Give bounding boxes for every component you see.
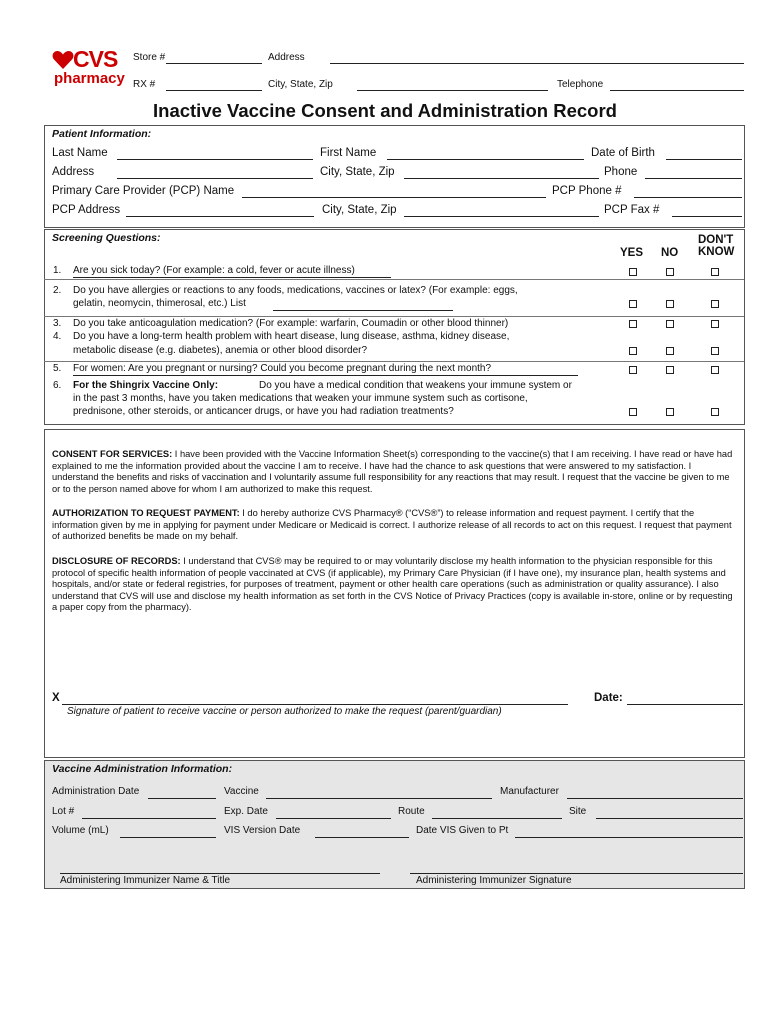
consent-services-text: I have been provided with the Vaccine Information Sheet(s) corresponding to the vaccine(s) that I am receiving. I have read or have had explained to me the information provided about the vaccine I am to receive. I have had the chance to ask questions that were answered to my satisfaction. I understand the benefits and risks of vaccination and I voluntarily assume full responsibility for any reactions that may result. I request that the vaccine be given to me or to the person named above for whom I am authorized to make this request.: [52, 449, 733, 494]
q3-text: Do you take anticoagulation medication? (For example: warfarin, Coumadin or other blood thinner): [73, 318, 509, 329]
q6-no-checkbox[interactable]: [666, 408, 674, 416]
q1-no-checkbox[interactable]: [666, 268, 674, 276]
divider: [44, 361, 744, 362]
pcp-city-field[interactable]: [404, 216, 599, 217]
q6-text-line3: prednisone, other steroids, or anticancer drugs, or have you had radiation treatments?: [73, 406, 454, 417]
auth-head: AUTHORIZATION TO REQUEST PAYMENT:: [52, 508, 240, 518]
screening-section-title: Screening Questions:: [52, 232, 161, 244]
immunizer-signature-field[interactable]: [410, 873, 743, 874]
col-yes: YES: [620, 247, 644, 259]
consent-disclosure: [52, 556, 737, 614]
store-field[interactable]: [166, 63, 262, 64]
q2-yes-checkbox[interactable]: [629, 300, 637, 308]
manufacturer-label: Manufacturer: [500, 786, 559, 797]
pcp-name-label: Primary Care Provider (PCP) Name: [52, 185, 235, 197]
pcp-phone-label: PCP Phone #: [552, 185, 622, 197]
q4-text-line2: metabolic disease (e.g. diabetes), anemia or other blood disorder?: [73, 345, 368, 356]
exp-date-field[interactable]: [276, 818, 391, 819]
q1-dontknow-checkbox[interactable]: [711, 268, 719, 276]
consent-authorization: [52, 508, 737, 543]
q4-no-checkbox[interactable]: [666, 347, 674, 355]
col-no: NO: [661, 247, 679, 259]
last-name-field[interactable]: [117, 159, 313, 160]
q4-number: 4.: [53, 331, 62, 342]
divider: [44, 316, 744, 317]
auth-text: I do hereby authorize CVS Pharmacy® (“CVS®”) to release information and request payment. I certify that the information given by me in applying for payment under Medicare or Medicaid is correct. I authorize release of all records to act on this request. I request that payment of authorized benefits be made on my behalf.: [52, 508, 732, 542]
q2-number: 2.: [53, 285, 62, 296]
route-label: Route: [398, 806, 425, 817]
heart-icon: [52, 50, 74, 70]
q2-text-line1: Do you have allergies or reactions to any foods, medications, vaccines or latex? (For example: eggs,: [73, 285, 518, 296]
patient-section-title: Patient Information:: [52, 128, 152, 140]
store-city-field[interactable]: [357, 90, 548, 91]
admin-section-title: Vaccine Administration Information:: [52, 763, 233, 775]
pcp-city-label: City, State, Zip: [322, 204, 397, 216]
immunizer-name-field[interactable]: [60, 873, 380, 874]
consent-date-field[interactable]: [627, 704, 743, 705]
q2-no-checkbox[interactable]: [666, 300, 674, 308]
site-field[interactable]: [596, 818, 743, 819]
rx-label: RX #: [133, 79, 156, 90]
vis-version-label: VIS Version Date: [224, 825, 301, 836]
disclosure-text: I understand that CVS® may be required to or may voluntarily disclose my health information to the physician responsible for this protocol of specific health information of people vaccinated at CVS (if applicable), my Primary Care Physician (if I have one), my insurance plan, health systems and hospitals, and/or state or federal registries, for purposes of treatment, payment or other health care operations (such as administration or quality assurance). I also understand that CVS will use and disclose my health information as set forth in the CVS Notice of Privacy Practices (copy is available in-store, online or by requesting a paper copy from the pharmacy).: [52, 556, 733, 613]
phone-field[interactable]: [645, 178, 742, 179]
divider: [44, 279, 744, 280]
lot-label: Lot #: [52, 806, 75, 817]
q1-text: Are you sick today? (For example: a cold, fever or acute illness): [73, 265, 355, 276]
pcp-fax-label: PCP Fax #: [604, 204, 660, 216]
immunizer-signature-label: Administering Immunizer Signature: [416, 875, 572, 886]
q1-underline: [73, 277, 391, 278]
q1-number: 1.: [53, 265, 62, 276]
rx-field[interactable]: [166, 90, 262, 91]
site-label: Site: [569, 806, 587, 817]
q6-text-line2: in the past 3 months, have you taken medications that weaken your immune system such as cortisone,: [73, 393, 528, 404]
signature-caption: Signature of patient to receive vaccine or person authorized to make the request (parent/guardian): [67, 706, 502, 717]
q1-yes-checkbox[interactable]: [629, 268, 637, 276]
vaccine-field[interactable]: [266, 798, 492, 799]
admin-date-field[interactable]: [148, 798, 216, 799]
pcp-phone-field[interactable]: [634, 197, 742, 198]
q3-no-checkbox[interactable]: [666, 320, 674, 328]
manufacturer-field[interactable]: [567, 798, 743, 799]
pcp-address-field[interactable]: [126, 216, 314, 217]
q3-dontknow-checkbox[interactable]: [711, 320, 719, 328]
q3-yes-checkbox[interactable]: [629, 320, 637, 328]
route-field[interactable]: [432, 818, 562, 819]
first-name-label: First Name: [320, 147, 377, 159]
patient-address-field[interactable]: [117, 178, 313, 179]
pcp-name-field[interactable]: [242, 197, 546, 198]
q4-yes-checkbox[interactable]: [629, 347, 637, 355]
patient-signature-field[interactable]: [62, 704, 568, 705]
q5-yes-checkbox[interactable]: [629, 366, 637, 374]
col-dont: DON'T: [698, 234, 734, 246]
logo-brand: CVS: [73, 46, 118, 72]
patient-city-label: City, State, Zip: [320, 166, 395, 178]
q6-yes-checkbox[interactable]: [629, 408, 637, 416]
address-label-patient: Address: [52, 166, 95, 178]
dob-field[interactable]: [666, 159, 742, 160]
consent-services: [52, 449, 737, 495]
q2-dontknow-checkbox[interactable]: [711, 300, 719, 308]
q6-bold-label: For the Shingrix Vaccine Only:: [73, 380, 219, 391]
store-address-field[interactable]: [330, 63, 744, 64]
page-title: Inactive Vaccine Consent and Administration Record: [153, 100, 617, 121]
q5-no-checkbox[interactable]: [666, 366, 674, 374]
q4-text-line1: Do you have a long-term health problem with heart disease, lung disease, asthma, kidney disease,: [73, 331, 510, 342]
admin-box: [44, 760, 745, 889]
patient-city-field[interactable]: [404, 178, 599, 179]
phone-label: Phone: [604, 166, 638, 178]
store-label: Store #: [133, 52, 166, 63]
vis-given-label: Date VIS Given to Pt: [416, 825, 509, 836]
immunizer-name-label: Administering Immunizer Name & Title: [60, 875, 231, 886]
telephone-label: Telephone: [557, 79, 604, 90]
telephone-field[interactable]: [610, 90, 744, 91]
allergy-list-field[interactable]: [273, 310, 453, 311]
vis-given-field[interactable]: [515, 837, 743, 838]
pcp-fax-field[interactable]: [672, 216, 742, 217]
lot-field[interactable]: [82, 818, 216, 819]
vaccine-label: Vaccine: [224, 786, 259, 797]
signature-x-mark: X: [52, 692, 60, 704]
dob-label: Date of Birth: [591, 147, 655, 159]
exp-date-label: Exp. Date: [224, 806, 268, 817]
pcp-address-label: PCP Address: [52, 204, 121, 216]
vis-version-field[interactable]: [315, 837, 409, 838]
city-label: City, State, Zip: [268, 79, 333, 90]
first-name-field[interactable]: [387, 159, 584, 160]
logo-subtitle: pharmacy: [54, 70, 125, 87]
q5-number: 5.: [53, 363, 62, 374]
q5-dontknow-checkbox[interactable]: [711, 366, 719, 374]
q4-dontknow-checkbox[interactable]: [711, 347, 719, 355]
consent-services-head: CONSENT FOR SERVICES:: [52, 449, 173, 459]
q5-text: For women: Are you pregnant or nursing? Could you become pregnant during the next month?: [73, 363, 492, 374]
date-label: Date:: [594, 692, 623, 704]
q5-underline: [73, 375, 578, 376]
address-label: Address: [268, 52, 305, 63]
q6-number: 6.: [53, 380, 62, 391]
q3-number: 3.: [53, 318, 62, 329]
volume-label: Volume (mL): [52, 825, 109, 836]
last-name-label: Last Name: [52, 147, 108, 159]
q6-dontknow-checkbox[interactable]: [711, 408, 719, 416]
disclosure-head: DISCLOSURE OF RECORDS:: [52, 556, 181, 566]
q6-text-line1: Do you have a medical condition that weakens your immune system or: [259, 380, 572, 391]
col-know: KNOW: [698, 246, 735, 258]
volume-field[interactable]: [120, 837, 216, 838]
admin-date-label: Administration Date: [52, 786, 140, 797]
q2-text-line2: gelatin, neomycin, thimerosal, etc.) List: [73, 298, 246, 309]
cvs-logo: [52, 48, 127, 92]
